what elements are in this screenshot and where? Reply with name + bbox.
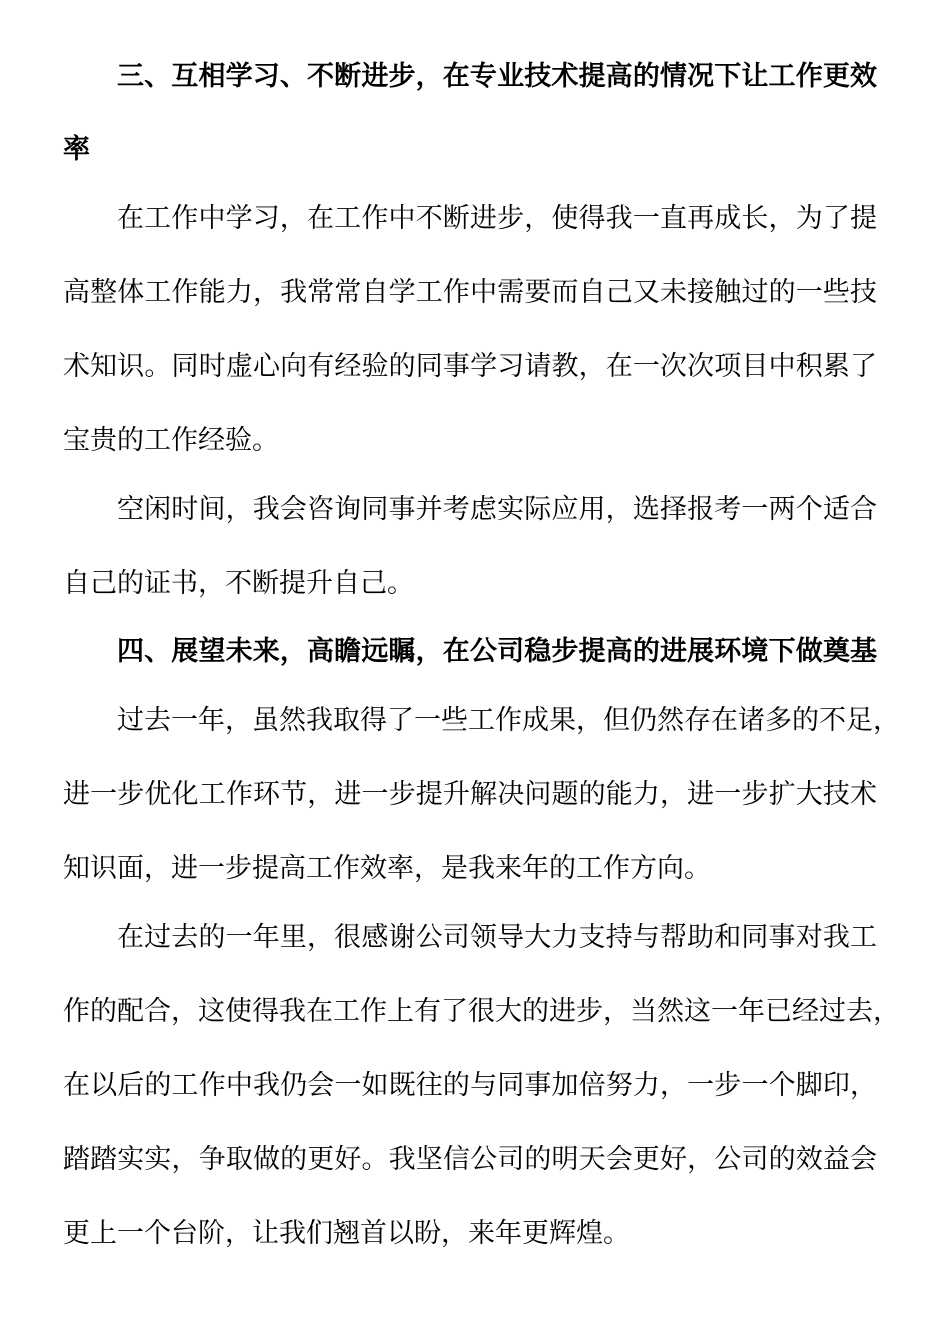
paragraph-line: 在工作中学习，在工作中不断进步，使得我一直再成长，为了提 (117, 203, 877, 234)
paragraph-line: 过去一年，虽然我取得了一些工作成果，但仍然存在诸多的不足， (117, 705, 900, 736)
paragraph-line: 高整体工作能力，我常常自学工作中需要而自己又未接触过的一些技 (63, 277, 877, 308)
section-heading-3-line1: 三、互相学习、不断进步，在专业技术提高的情况下让工作更效 (117, 61, 877, 92)
paragraph-line: 术知识。同时虚心向有经验的同事学习请教，在一次次项目中积累了 (63, 351, 877, 382)
paragraph-line: 自己的证书，不断提升自己。 (63, 568, 414, 599)
paragraph-line: 踏踏实实，争取做的更好。我坚信公司的明天会更好，公司的效益会 (63, 1144, 877, 1175)
paragraph-line: 知识面，进一步提高工作效率，是我来年的工作方向。 (63, 853, 711, 884)
paragraph-line: 在过去的一年里，很感谢公司领导大力支持与帮助和同事对我工 (117, 922, 877, 953)
section-heading-3-line2: 率 (63, 134, 90, 165)
paragraph-line: 作的配合，这使得我在工作上有了很大的进步，当然这一年已经过去， (63, 996, 900, 1027)
section-heading-4: 四、展望未来，高瞻远瞩，在公司稳步提高的进展环境下做奠基 (117, 636, 877, 667)
paragraph-line: 更上一个台阶，让我们翘首以盼，来年更辉煌。 (63, 1218, 630, 1249)
paragraph-line: 宝贵的工作经验。 (63, 425, 279, 456)
paragraph-line: 进一步优化工作环节，进一步提升解决问题的能力，进一步扩大技术 (63, 779, 877, 810)
paragraph-line: 空闲时间，我会咨询同事并考虑实际应用，选择报考一两个适合 (117, 494, 877, 525)
paragraph-line: 在以后的工作中我仍会一如既往的与同事加倍努力，一步一个脚印， (63, 1070, 877, 1101)
